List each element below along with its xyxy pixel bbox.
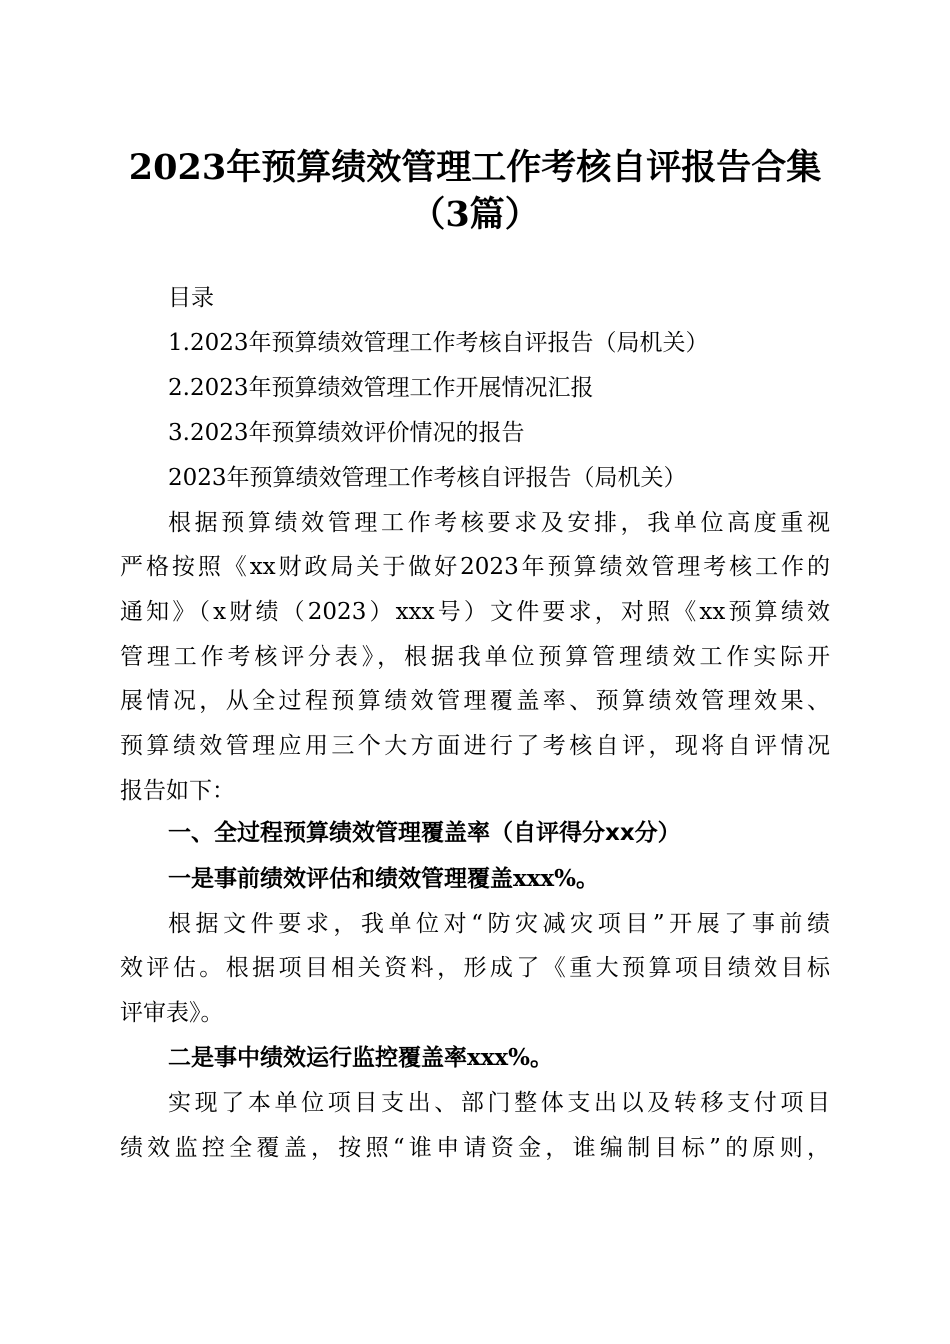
document-title-line2: （3篇） [410, 194, 540, 235]
toc-item-2: 2.2023年预算绩效管理工作开展情况汇报 [168, 375, 594, 401]
toc-label: 目录 [168, 285, 214, 311]
paragraph-3-line-2: 绩效监控全覆盖，按照“谁申请资金，谁编制目标”的原则， [120, 1135, 830, 1161]
paragraph-1-line-5: 展情况，从全过程预算绩效管理覆盖率、预算绩效管理效果、 [120, 688, 830, 714]
document-title-line1: 2023年预算绩效管理工作考核自评报告合集 [128, 147, 822, 188]
paragraph-3-line-1: 实现了本单位项目支出、部门整体支出以及转移支付项目 [168, 1090, 830, 1116]
report-subtitle: 2023年预算绩效管理工作考核自评报告（局机关） [168, 465, 687, 491]
paragraph-1-line-7: 报告如下： [120, 778, 235, 804]
paragraph-2-line-3: 评审表》。 [120, 1000, 224, 1026]
paragraph-1-line-3: 通知》（x财绩（2023）xxx号）文件要求，对照《xx预算绩效 [120, 599, 830, 625]
paragraph-1-line-4: 管理工作考核评分表》，根据我单位预算管理绩效工作实际开 [120, 644, 830, 670]
paragraph-1-line-2: 严格按照《xx财政局关于做好2023年预算绩效管理考核工作的 [120, 554, 830, 580]
paragraph-1-line-1: 根据预算绩效管理工作考核要求及安排，我单位高度重视 [168, 510, 830, 536]
item-1-heading: 一是事前绩效评估和绩效管理覆盖xxx%。 [168, 865, 599, 892]
item-2-heading: 二是事中绩效运行监控覆盖率xxx%。 [168, 1044, 553, 1071]
paragraph-2-line-2: 效评估。根据项目相关资料，形成了《重大预算项目绩效目标 [120, 955, 830, 981]
toc-item-3: 3.2023年预算绩效评价情况的报告 [168, 420, 525, 446]
toc-item-1: 1.2023年预算绩效管理工作考核自评报告（局机关） [168, 330, 709, 356]
paragraph-1-line-6: 预算绩效管理应用三个大方面进行了考核自评，现将自评情况 [120, 733, 830, 759]
paragraph-2-line-1: 根据文件要求，我单位对“防灾减灾项目”开展了事前绩 [168, 911, 830, 937]
section-1-heading: 一、全过程预算绩效管理覆盖率（自评得分xx分） [168, 820, 681, 846]
